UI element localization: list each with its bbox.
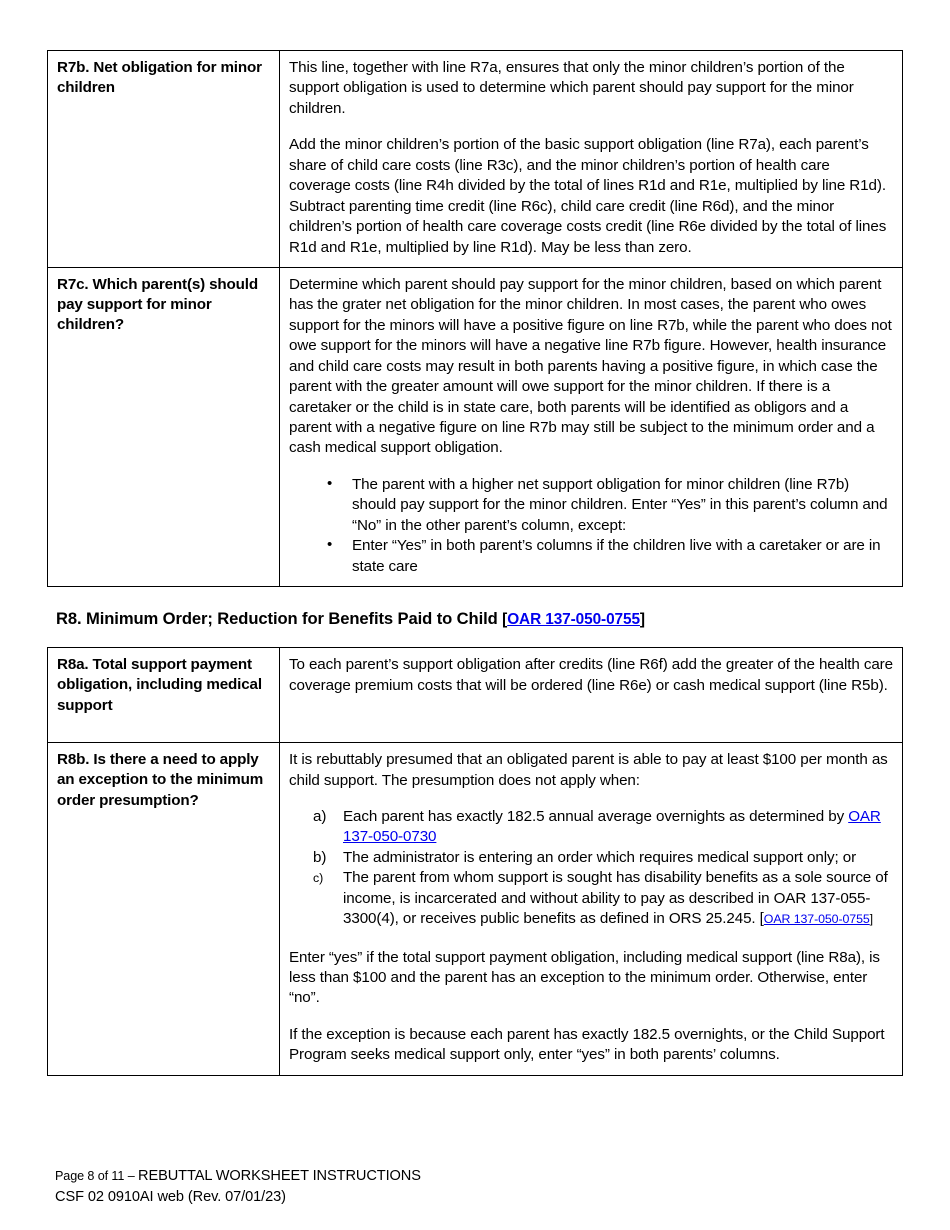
list-item: • Enter “Yes” in both parent’s columns if the children live with a caretaker or are in state care [327, 536, 893, 577]
table-row [48, 51, 903, 268]
paragraph: If the exception is because each parent has exactly 182.5 overnights, or the Child Support Program seeks medical support only, enter “yes” in both parents’ columns. [289, 1025, 885, 1064]
paragraph: It is rebuttably presumed that an obligated parent is able to pay at least $100 per month as child support. The presumption does not apply when: [289, 751, 888, 789]
list-item-text: The administrator is entering an order which requires medical support only; or [343, 848, 857, 866]
oar-link-137-050-0755[interactable]: OAR 137-050-0755 [507, 611, 640, 629]
document-title: REBUTTAL WORKSHEET INSTRUCTIONS [138, 1168, 421, 1184]
list-item [313, 848, 893, 868]
bracket-close: ] [639, 611, 645, 629]
table-row [48, 743, 903, 1076]
list-item [313, 868, 893, 929]
footer-line-1 [55, 1166, 421, 1187]
bullet-list-r7c [289, 475, 893, 577]
oar-link-137-050-0730[interactable]: OAR 137-050-0730 [343, 807, 881, 846]
page-footer [55, 1166, 421, 1207]
paragraph: Enter “yes” if the total support payment obligation, including medical support (line R8a), is less than $100 and the parent has an exception to the minimum order. Otherwise, enter “no”. [289, 948, 880, 1007]
row-body-r7c [280, 267, 903, 586]
section-heading-r8 [56, 609, 903, 629]
list-item-text: Each parent has exactly 182.5 annual average overnights as determined by [343, 807, 849, 825]
row-label-r8b: R8b. Is there a need to apply an exception to the minimum order presumption? [48, 743, 280, 1076]
paragraph: To each parent’s support obligation after credits (line R6f) add the greater of the health care coverage premium costs that will be ordered (line R6e) or cash medical support (line R5b). [289, 656, 893, 694]
section-title: Minimum Order; Reduction for Benefits Paid to Child [81, 609, 503, 629]
row-body-r8a [280, 648, 903, 743]
paragraph: Determine which parent should pay support for the minor children, based on which parent has the grater net obligation for the minor children. In most cases, the parent who owes support for the minors will have a positive figure on line R7b, while the parent who does not owe support for the minors will have a negative line R7b figure. However, health insurance and child care costs may result in both parents having a positive figure, in which case the parent with the greater amount will owe support for the minor children. If there is a caretaker or the child is in state care, both parents will be identified as obligors and a parent with a negative figure on line R7b may still be subject to the minimum order and a cash medical support obligation. [289, 275, 892, 457]
row-body-r7b [280, 51, 903, 268]
paragraph: Add the minor children’s portion of the basic support obligation (line R7a), each parent’s share of child care costs (line R3c), and the minor children’s portion of health care coverage costs (line R4h divided by the total of lines R1d and R1e, multiplied by line R1d). Subtract parenting time credit (line R6c), child care credit (line R6d), and the minor children’s portion of health care coverage costs credit (line R6e divided by the total of lines R1d and R1e, multiplied by line R1d). May be less than zero. [289, 136, 887, 256]
oar-link-137-050-0755-inline[interactable]: OAR 137-050-0755 [763, 912, 870, 927]
list-marker: b) [313, 848, 327, 866]
instructions-table-r8 [47, 647, 903, 1076]
footer-line-2: CSF 02 0910AI web (Rev. 07/01/23) [55, 1188, 286, 1205]
table-row [48, 648, 903, 743]
section-number: R8. [56, 609, 82, 629]
row-label-r8a: R8a. Total support payment obligation, including medical support [48, 648, 280, 743]
list-marker: a) [313, 807, 327, 825]
alpha-list-r8b [289, 807, 893, 930]
table-row [48, 267, 903, 586]
bracket-close: ] [869, 912, 873, 927]
footer-separator: – [124, 1169, 138, 1183]
instructions-table-r7 [47, 50, 903, 587]
list-item [313, 807, 893, 848]
paragraph: This line, together with line R7a, ensures that only the minor children’s portion of the support obligation is used to determine which parent should pay support for the minor children. [289, 59, 854, 117]
list-marker: c) [313, 871, 324, 886]
list-item-text: The parent from whom support is sought has disability benefits as a sole source of income, is incarcerated and without ability to pay as described in OAR 137-055-3300(4), or receives public benefits as defined in ORS 25.245. [ [343, 869, 888, 928]
row-body-r8b [280, 743, 903, 1076]
list-item: • The parent with a higher net support obligation for minor children (line R7b) should pay support for the minor children. Enter “Yes” in this parent’s column and “No” in the other parent’s column, except: [327, 475, 893, 536]
bracket-open: [ [502, 611, 508, 629]
row-label-r7c: R7c. Which parent(s) should pay support for minor children? [48, 267, 280, 586]
row-label-r7b: R7b. Net obligation for minor children [48, 51, 280, 268]
page-content [47, 50, 903, 1076]
page-number: Page 8 of 11 [55, 1169, 125, 1183]
